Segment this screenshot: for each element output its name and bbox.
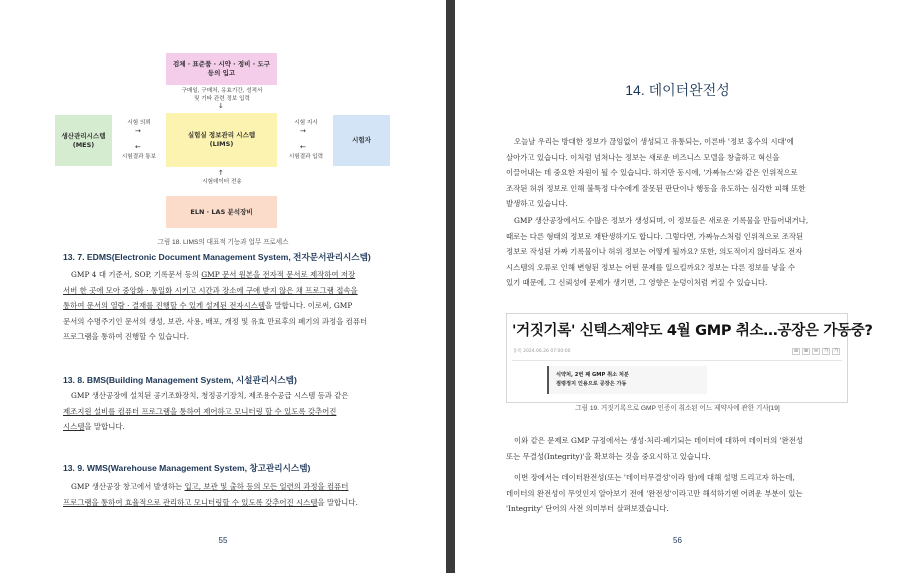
text-run: 문서의 수명주기인 문서의 생성, 보관, 사용, 배포, 개정 및 유효 만료후의 폐기의 과정을 컴퓨터 bbox=[63, 316, 368, 326]
section-title-wms: 13. 9. WMS(Warehouse Management System, 창고관리시스템) bbox=[63, 463, 311, 473]
chapter-title: 14. 데이터완전성 bbox=[625, 82, 730, 98]
font-smaller-icon: 가 bbox=[823, 349, 829, 354]
page-number: 56 bbox=[673, 536, 682, 545]
diagram-box-mes: 생산관리시스템 (MES) bbox=[55, 115, 112, 166]
text-run: GMP 4 대 기준서, SOP, 기록문서 등의 bbox=[71, 270, 202, 279]
text-line: 조작된 허위 정보로 인해 불특정 다수에게 잘못된 판단이나 행동을 유도하는 심각한 피해 또한 bbox=[506, 183, 806, 193]
text-run: GMP 생산공장 창고에서 발생하는 bbox=[71, 482, 185, 491]
diagram-label-test-order: 시험 지시 bbox=[294, 120, 318, 126]
diagram-label-result-notice: 시험결과 통보 bbox=[121, 154, 157, 160]
text-run: 을 말합니다. 이로써, GMP bbox=[264, 301, 353, 310]
section-body-wms bbox=[63, 479, 393, 510]
mail-icon: ✉ bbox=[812, 348, 820, 355]
underlined-text: 시스템 bbox=[63, 422, 85, 431]
text-line: 정보로 작성된 가짜 기록물이나 허위 정보는 어떻게 될까요? 또한, 의도적이지 않더라도 전자 bbox=[506, 247, 803, 256]
underlined-text: 입고, 보관 및 출하 등의 모든 일련의 과정을 컴퓨터 bbox=[184, 482, 349, 491]
right-page bbox=[455, 0, 900, 573]
diagram-box-tester: 시험자 bbox=[333, 115, 390, 166]
text-line: 이번 장에서는 데이터완전성(또는 '데이터무결성'이라 함)에 대해 설명 드리고자 하는데, bbox=[514, 473, 795, 482]
text-line bbox=[63, 479, 393, 495]
text-line: 이와 같은 문제로 GMP 규정에서는 생성·처리·폐기되는 데이터에 대하여 데이터의 '완전성 bbox=[514, 436, 804, 445]
news-subheadline bbox=[547, 366, 707, 394]
underlined-text: 프로그램을 통하여 효율적으로 관리하고 모니터링할 수 있도록 갖추어진 시스템 bbox=[63, 497, 318, 507]
text-run: 프로그램을 통하여 진행할 수 있습니다. bbox=[63, 332, 189, 341]
print-icon: ⊟ bbox=[792, 348, 800, 355]
page-number: 55 bbox=[218, 536, 228, 545]
underlined-text: 서버 한 곳에 모아 중앙화 · 통일화 시키고 시간과 장소에 구애 받지 않은 채 프로그램 접속을 bbox=[63, 285, 358, 295]
arrow-up-icon: ↑ bbox=[218, 169, 224, 177]
text-run: GMP 생산공장에 설치된 공기조화장치, 청정공기장치, 제조용수공급 시스템 등과 같은 bbox=[71, 391, 349, 400]
text-line bbox=[63, 419, 393, 435]
section-title-bms: 13. 8. BMS(Building Management System, 시설관리시스템) bbox=[63, 375, 297, 385]
section-body-edms bbox=[63, 267, 393, 345]
figure-caption: 그림 19. 거짓기록으로 GMP 인증이 취소된 어느 제약사에 관한 기사[19] bbox=[575, 405, 780, 412]
paragraph-integrity bbox=[506, 433, 848, 464]
figure-caption: 그림 18. LIMS의 대표적 기능과 업무 프로세스 bbox=[157, 239, 289, 246]
underlined-text: 통하여 문서의 열람 · 결재를 진행할 수 있게 설계된 전자시스템 bbox=[63, 301, 265, 310]
text-line bbox=[63, 388, 393, 404]
news-subheadline-line: 식약처, 2번 째 GMP 취소 처분 bbox=[556, 372, 629, 378]
underlined-text: GMP 문서 원본을 전자적 문서로 제작하여 저장 bbox=[201, 270, 356, 279]
diagram-label-data-transfer: 시험데이터 전송 bbox=[202, 179, 242, 185]
paragraph-information-flood bbox=[506, 134, 848, 212]
font-larger-icon: 가 bbox=[833, 349, 839, 354]
text-line bbox=[63, 283, 393, 299]
text-line: 데이터의 완전성이 무엇인지 알아보기 전에 '완전성'이라고만 해석하기엔 어려운 부분이 있는 bbox=[506, 488, 803, 498]
left-page bbox=[0, 0, 446, 573]
expand-icon: ⊞ bbox=[802, 348, 810, 355]
diagram-label-result-input: 시험결과 입력 bbox=[288, 154, 324, 160]
underlined-text: 제조지원 설비를 컴퓨터 프로그램을 통하여 제어하고 모니터링 할 수 있도록 갖추어진 bbox=[63, 406, 337, 416]
text-line bbox=[63, 404, 393, 420]
arrow-right-icon: → bbox=[300, 127, 306, 135]
paragraph-chapter-intro bbox=[506, 470, 848, 517]
text-line: 'Integrity' 단어의 사전 의미부터 살펴보겠습니다. bbox=[506, 504, 669, 513]
news-headline: '거짓기록' 신텍스제약도 4월 GMP 취소…공장은 가동중? bbox=[512, 323, 873, 339]
paragraph-gmp-information bbox=[506, 213, 848, 291]
diagram-box-lims: 실험실 정보관리 시스템 (LIMS) bbox=[166, 113, 277, 167]
diagram-box-eln-las: ELN · LAS 분석장비 bbox=[166, 196, 277, 228]
text-line: 이끌어내는 데 중요한 자원이 될 수 있습니다. 하지만 동시에, '가짜뉴스'와 같은 인위적으로 bbox=[506, 168, 798, 177]
text-line: 있기 때문에, 그 신뢰성에 문제가 생기면, 그 영향은 눈덩이처럼 커질 수 있습니다. bbox=[506, 278, 768, 287]
diagram-box-intake: 검체 · 표준품 · 시약 · 정비 · 도구 등의 입고 bbox=[166, 53, 277, 85]
section-body-bms bbox=[63, 388, 393, 435]
news-divider bbox=[512, 360, 842, 361]
text-line: 때로는 다른 형태의 정보로 재탄생하기도 합니다. 그렇다면, 가짜뉴스처럼 인위적으로 조작된 bbox=[506, 231, 804, 241]
arrow-down-icon: ↓ bbox=[218, 102, 224, 110]
text-line bbox=[63, 267, 393, 283]
text-line bbox=[63, 298, 393, 314]
text-line: 살아가고 있습니다. 이처럼 넘쳐나는 정보는 새로운 비즈니스 모델을 창출하고 혁신을 bbox=[506, 152, 780, 162]
arrow-left-icon: ← bbox=[135, 143, 141, 151]
text-run: 을 말합니다. bbox=[317, 497, 358, 507]
diagram-label-intake-info: 구매일, 구매처, 유효기간, 성적서 및 기타 관련 정보 입력 bbox=[181, 88, 263, 102]
section-title-edms: 13. 7. EDMS(Electronic Document Management System, 전자문서관리시스템) bbox=[63, 252, 371, 262]
news-article-image bbox=[506, 313, 873, 403]
diagram-label-test-request: 시험 의뢰 bbox=[127, 120, 151, 126]
text-line: GMP 생산공장에서도 수많은 정보가 생성되며, 이 정보들은 새로운 기록물을 만들어내거나, bbox=[514, 216, 809, 225]
text-line: 또는 무결성(Integrity)'을 확보하는 것을 중요시하고 있습니다. bbox=[506, 451, 711, 461]
text-line: 시스템의 오류로 인해 변형된 정보는 어떤 문제를 일으킬까요? 정보는 다른 정보를 낳을 수 bbox=[506, 262, 796, 272]
text-line: 오늘날 우리는 방대한 정보가 끊임없이 생성되고 유통되는, 이른바 '정보 홍수의 시대'에 bbox=[514, 137, 794, 146]
news-subheadline-line: 점령정지 인용으로 공장은 가동 bbox=[556, 381, 627, 387]
arrow-left-icon: ← bbox=[300, 143, 306, 151]
text-run: 을 말합니다. bbox=[84, 422, 125, 431]
text-line bbox=[63, 329, 393, 345]
news-meta: 등록 2024.06.26 07:00:00 bbox=[513, 349, 571, 354]
arrow-right-icon: → bbox=[135, 127, 141, 135]
text-line: 발생하고 있습니다. bbox=[506, 199, 568, 208]
text-line bbox=[63, 495, 393, 511]
text-line bbox=[63, 314, 393, 330]
